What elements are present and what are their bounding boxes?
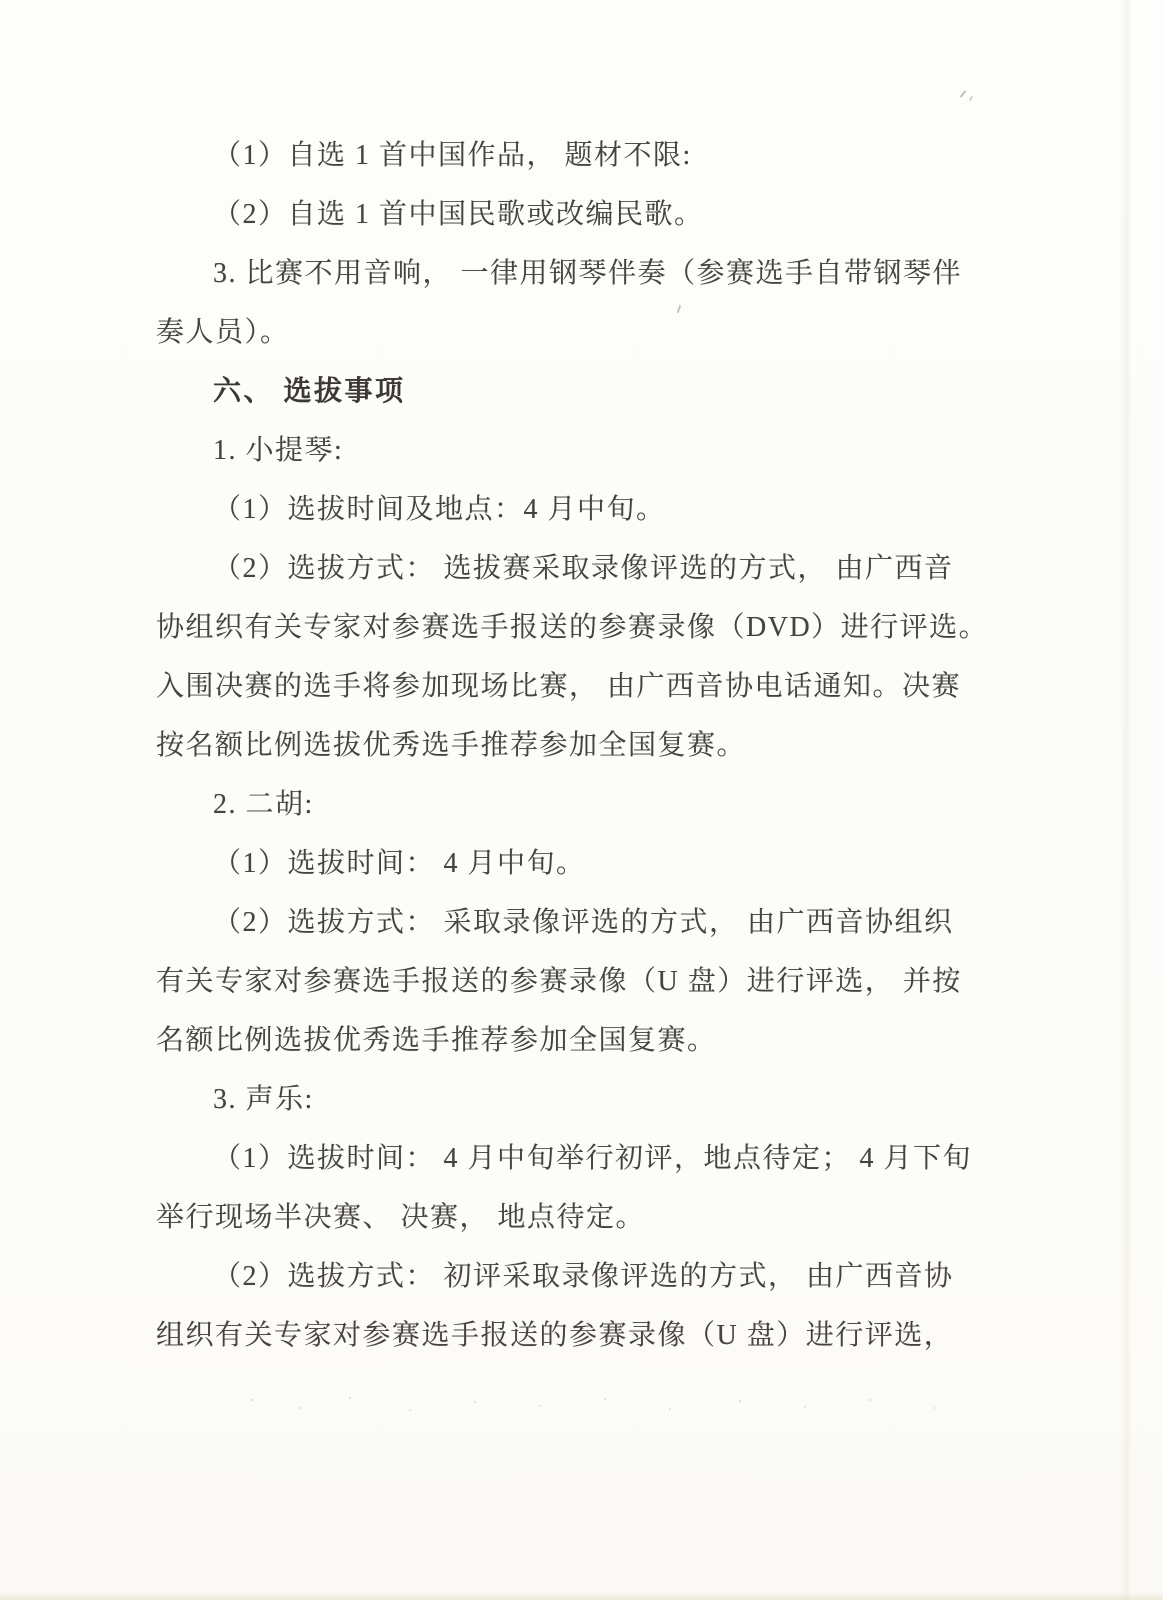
doc-line: （2）选拔方式： 采取录像评选的方式， 由广西音协组织 [213, 907, 954, 938]
doc-line: 六、 选拔事项 [213, 376, 406, 407]
doc-line: 3. 比赛不用音响， 一律用钢琴伴奏（参赛选手自带钢琴伴 [213, 258, 963, 289]
scan-edge-artifact [1120, 0, 1132, 1600]
doc-line: （1）选拔时间： 4 月中旬。 [213, 848, 586, 879]
doc-line: （2）自选 1 首中国民歌或改编民歌。 [213, 199, 704, 230]
doc-line: （1）自选 1 首中国作品， 题材不限: [213, 140, 692, 171]
doc-line: 奏人员）。 [156, 317, 290, 348]
doc-line: 入围决赛的选手将参加现场比赛， 由广西音协电话通知。决赛 [156, 671, 962, 702]
scan-edge-artifact [0, 1592, 1163, 1600]
doc-line: 协组织有关专家对参赛选手报送的参赛录像（DVD）进行评选。 [156, 612, 989, 643]
doc-line: 组织有关专家对参赛选手报送的参赛录像（U 盘）进行评选， [156, 1320, 954, 1351]
doc-line: 按名额比例选拔优秀选手推荐参加全国复赛。 [156, 730, 747, 761]
document-body [156, 126, 989, 1365]
scan-speck [960, 90, 967, 98]
doc-line: （2）选拔方式： 选拔赛采取录像评选的方式， 由广西音 [213, 553, 954, 584]
doc-line: （1）选拔时间及地点：4 月中旬。 [213, 494, 666, 525]
scan-noise-band [240, 1392, 960, 1418]
doc-line: 举行现场半决赛、 决赛， 地点待定。 [156, 1202, 646, 1233]
scan-speck [969, 96, 973, 101]
doc-line: 3. 声乐: [213, 1084, 314, 1115]
doc-line: 1. 小提琴: [213, 435, 344, 466]
doc-line: （2）选拔方式： 初评采取录像评选的方式， 由广西音协 [213, 1261, 954, 1292]
doc-line: 名额比例选拔优秀选手推荐参加全国复赛。 [156, 1025, 717, 1056]
doc-line: （1）选拔时间： 4 月中旬举行初评，地点待定； 4 月下旬 [213, 1143, 973, 1174]
doc-line: 有关专家对参赛选手报送的参赛录像（U 盘）进行评选， 并按 [156, 966, 962, 997]
doc-line: 2. 二胡: [213, 789, 314, 820]
